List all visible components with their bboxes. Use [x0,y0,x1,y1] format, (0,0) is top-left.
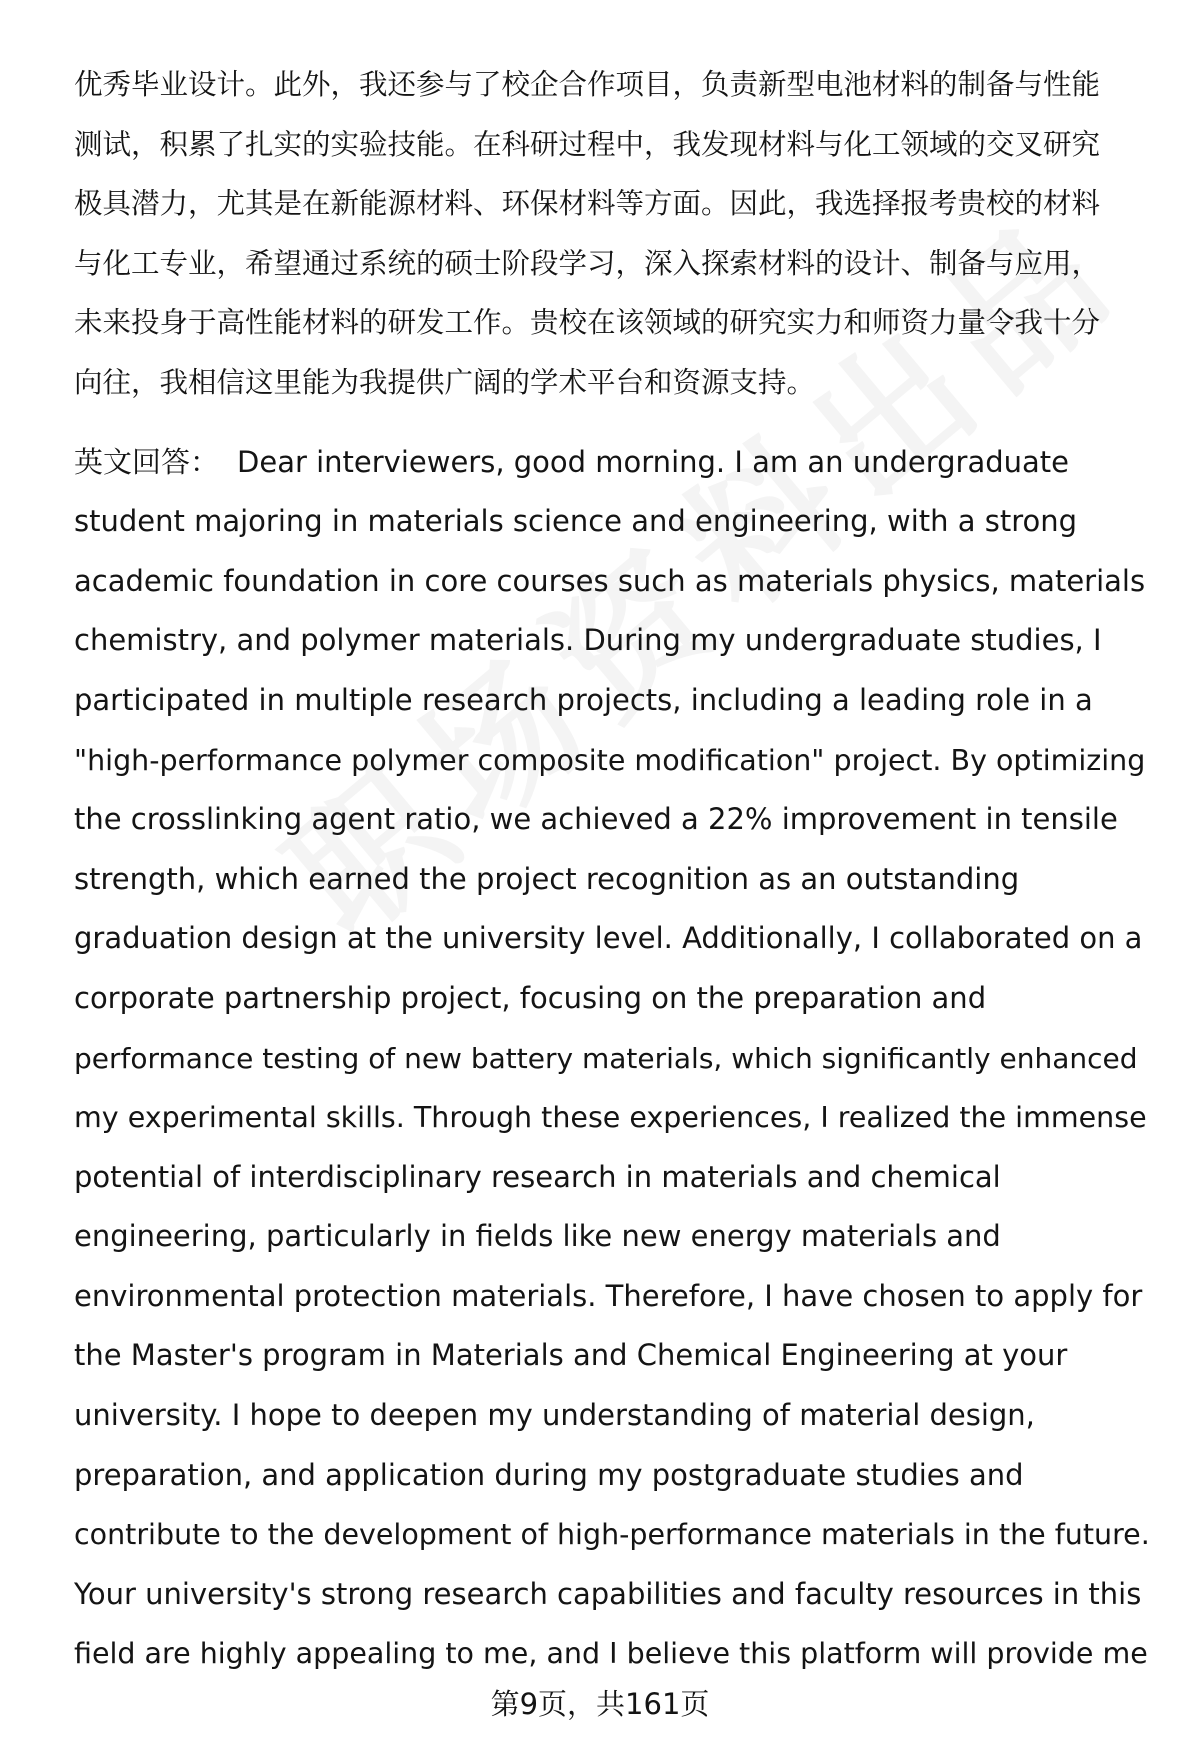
text-line: engineering, particularly in fields like new energy materials and [74,1219,1001,1254]
text-line-content: Dear interviewers, good morning. I am an undergraduate [237,444,1070,479]
text-line: potential of interdisciplinary research in materials and chemical [74,1159,1001,1194]
text-line: participated in multiple research projects, including a leading role in a [74,682,1093,717]
text-line: 向往，我相信这里能为我提供广阔的学术平台和资源支持。 [74,365,816,399]
text-line: my experimental skills. Through these experiences, I realized the immense [74,1101,1147,1135]
text-line: contribute to the development of high-performance materials in the future. [74,1518,1150,1552]
page-content [74,55,1154,1684]
text-line: academic foundation in core courses such as materials physics, materials [74,563,1146,598]
text-line: student majoring in materials science and engineering, with a strong [74,504,1078,539]
text-line: the crosslinking agent ratio, we achieved a 22% improvement in tensile [74,802,1118,837]
page-number-footer: 第9页，共161页 [490,1687,710,1721]
text-line: Your university's strong research capabilities and faculty resources in this [74,1576,1142,1611]
text-line: university. I hope to deepen my understanding of material design, [74,1398,1035,1433]
chinese-answer-paragraph [74,55,1154,413]
text-line: performance testing of new battery materials, which significantly enhanced [74,1041,1138,1075]
text-line: 优秀毕业设计。此外，我还参与了校企合作项目，负责新型电池材料的制备与性能 [74,68,1101,101]
text-line: 测试，积累了扎实的实验技能。在科研过程中，我发现材料与化工领域的交叉研究 [74,127,1101,161]
text-line: 未来投身于高性能材料的研发工作。贵校在该领域的研究实力和师资力量令我十分 [74,306,1101,340]
text-line [74,433,1154,493]
text-line: graduation design at the university level. Additionally, I collaborated on a [74,921,1143,956]
text-line: 与化工专业，希望通过系统的硕士阶段学习，深入探索材料的设计、制备与应用， [74,246,1101,280]
text-line: preparation, and application during my postgraduate studies and [74,1457,1024,1492]
text-line: 极具潜力，尤其是在新能源材料、环保材料等方面。因此，我选择报考贵校的材料 [74,187,1101,221]
text-line: corporate partnership project, focusing on the preparation and [74,980,987,1015]
text-line: field are highly appealing to me, and I believe this platform will provide me [74,1637,1148,1671]
text-line: environmental protection materials. Therefore, I have chosen to apply for [74,1278,1143,1313]
text-line: strength, which earned the project recognition as an outstanding [74,861,1020,896]
english-answer-label: 英文回答： [74,444,220,479]
english-answer-paragraph [74,433,1154,1684]
text-line: chemistry, and polymer materials. During my undergraduate studies, I [74,623,1102,658]
text-line: the Master's program in Materials and Chemical Engineering at your [74,1338,1068,1373]
text-line: "high-performance polymer composite modification" project. By optimizing [74,743,1146,777]
